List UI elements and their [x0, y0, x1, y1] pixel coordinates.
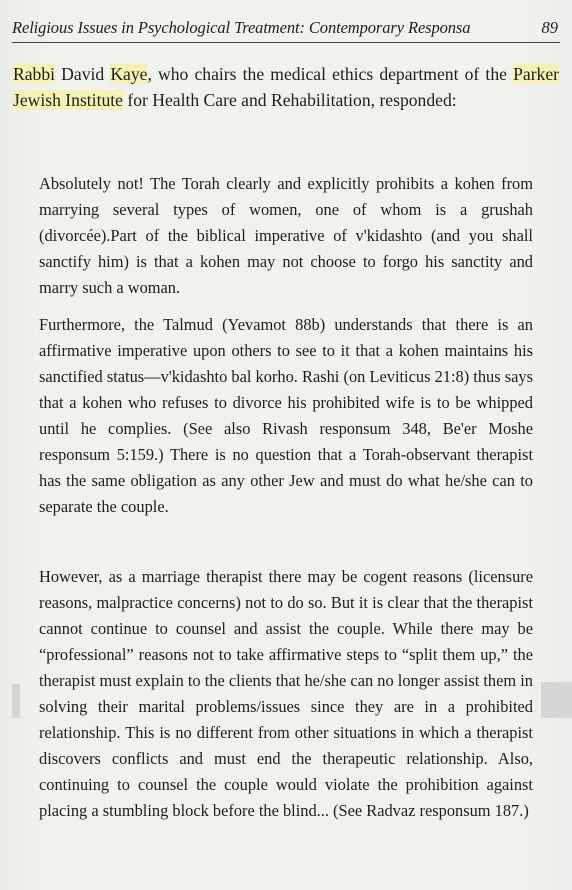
highlight-institute[interactable]: Parker Jewish Institute	[13, 64, 560, 110]
highlight-kaye[interactable]: Kaye	[110, 64, 148, 84]
intro-text-2: , who chairs the medical ethics department of the	[147, 64, 514, 84]
right-page-turn-tab[interactable]	[541, 682, 572, 718]
intro-text-1: David	[55, 64, 111, 84]
intro-text-3: for Health Care and Rehabilitation, responded:	[122, 90, 457, 110]
quote-paragraph-3: However, as a marriage therapist there may be cogent reasons (licensure reasons, malpractice concerns) not to do so. But it is clear that the therapist cannot continue to counsel and assist the couple. While there may be “professional” reasons not to take affirmative steps to “split them up,” the therapist must explain to the clients that he/she can no longer assist them in solving their marital problems/issues since they are in a prohibited relationship. This is no different from other situations in which a therapist discovers conflicts and must end the therapeutic relationship. Also, continuing to counsel the couple would violate the prohibition against placing a stumbling block before the blind... (See Radvaz responsum 187.)	[39, 567, 533, 820]
intro-paragraph	[13, 61, 559, 113]
quote-paragraph-2: Furthermore, the Talmud (Yevamot 88b) understands that there is an affirmative imperative upon others to see to it that a kohen maintains his sanctified status—v'kidashto bal korho. Rashi (on Leviticus 21:8) thus says that a kohen who refuses to divorce his prohibited wife is to be whipped until he complies. (See also Rivash responsum 348, Be'er Moshe responsum 5:159.) There is no question that a Torah-observant therapist has the same obligation as any other Jew and must do what he/she can to separate the couple.	[39, 315, 533, 516]
page-number: 89	[541, 18, 558, 37]
running-title: Religious Issues in Psychological Treatment: Contemporary Responsa	[12, 18, 471, 37]
highlight-rabbi[interactable]: Rabbi	[13, 64, 56, 84]
running-header	[12, 16, 560, 43]
left-page-turn-tab[interactable]	[12, 684, 20, 718]
quote-paragraph-1: Absolutely not! The Torah clearly and explicitly prohibits a kohen from marrying several types of women, one of whom is a grushah (divorcée).Part of the biblical imperative of v'kidashto (and you shall sanctify him) is that a kohen may not choose to forgo his sanctity and marry such a woman.	[39, 174, 533, 297]
